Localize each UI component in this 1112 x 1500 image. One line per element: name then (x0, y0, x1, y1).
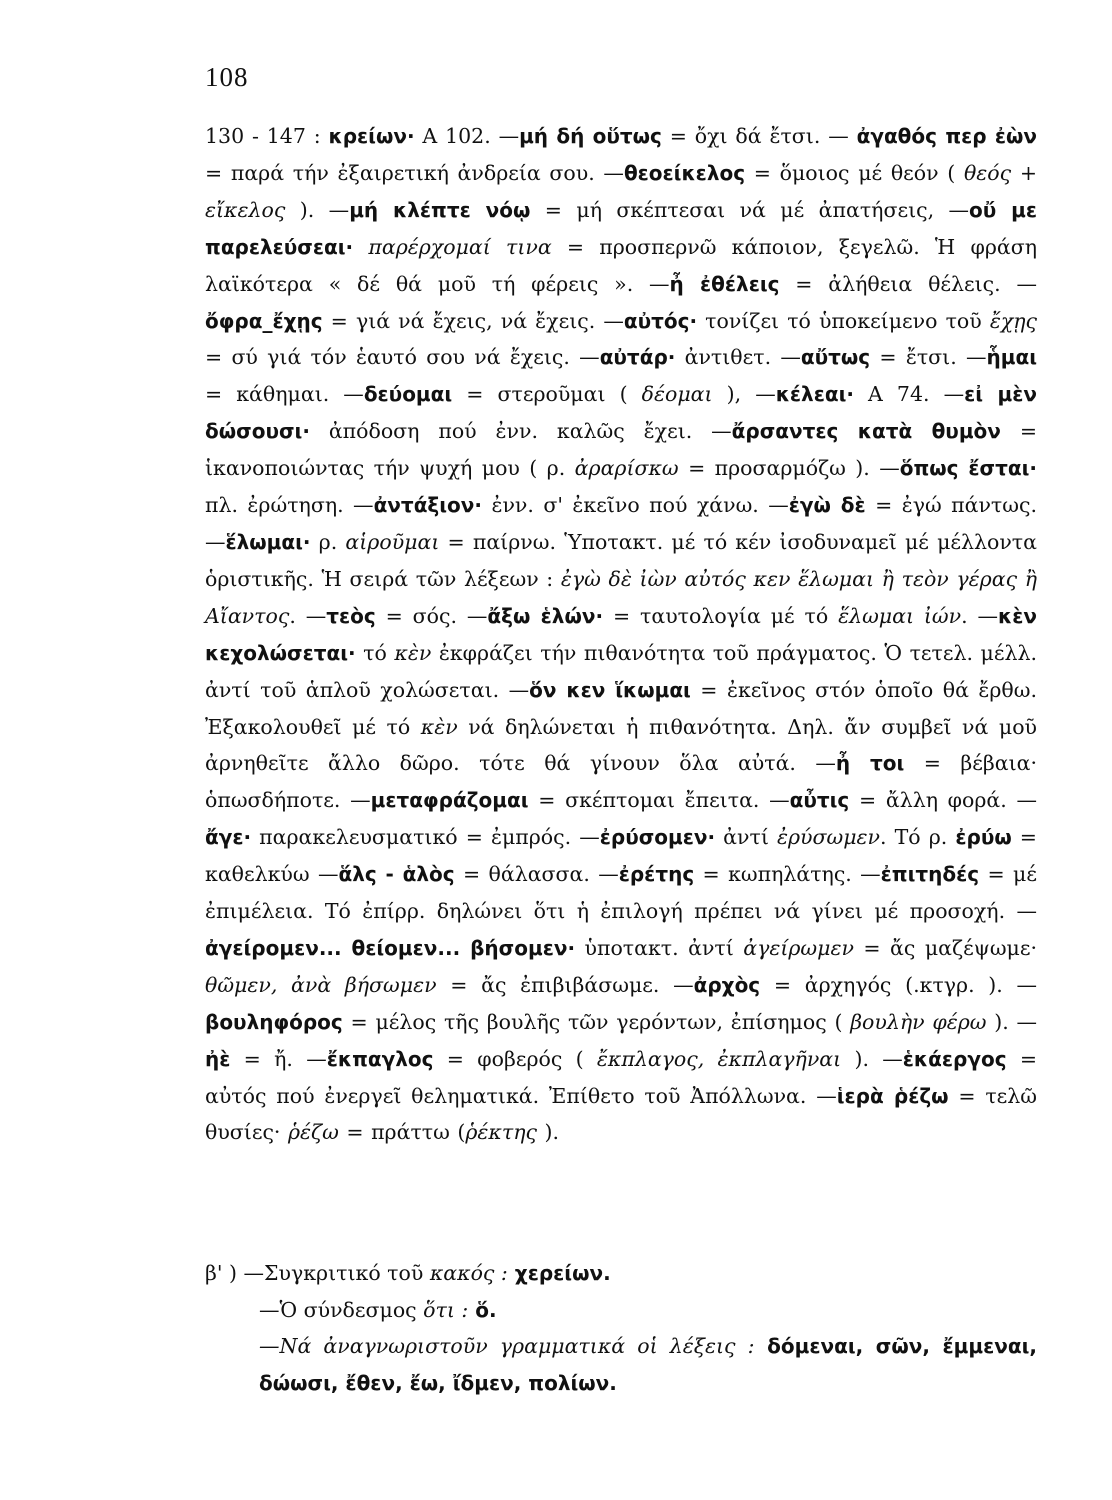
headword: μή δή οὕτως (519, 124, 662, 148)
gloss-text: = σκέπτομαι ἔπειτα. — (528, 788, 790, 813)
gloss-text: = γιά νά ἔχεις, νά ἔχεις. — (322, 308, 624, 333)
headword: δεύομαι (363, 382, 453, 407)
headword: δόμεναι, σῶν, ἔμμεναι, δώωσι, ἔθεν, ἔω, ἴδμεν, πολίων. (259, 1334, 1038, 1395)
gloss-text: 130 - 147 : (205, 124, 329, 148)
gloss-text: = προσπερνῶ κάποιον, ξεγελῶ. Ἡ φράση λαϊκότερα « (205, 234, 1037, 296)
gloss-text: ). (536, 1120, 560, 1145)
headword: ἔκπαγλος (326, 1046, 434, 1071)
italic-term: ὅτι : (423, 1297, 469, 1322)
exercise-notes (205, 1255, 1037, 1401)
headword: τεὸς (326, 603, 376, 628)
gloss-text: A 74. — (853, 382, 965, 407)
gloss-text: = ἱκανοποιώντας τήν ψυχή μου ( ρ. (205, 419, 1037, 481)
gloss-text: = ἀρχηγός (.κτγρ. ). — (760, 972, 1038, 997)
gloss-text: = μέλος τῆς βουλῆς τῶν γερόντων, ἐπίσημος ( (342, 1009, 851, 1034)
headword: αὐτός· (623, 308, 698, 333)
gloss-text: = στεροῦμαι ( (452, 382, 642, 407)
gloss-text: ). — (986, 1009, 1037, 1034)
headword: ἧμαι (986, 345, 1037, 370)
italic-term: κὲν (420, 714, 458, 739)
gloss-text: ). — (285, 197, 350, 222)
gloss-text: . — (289, 603, 327, 628)
gloss-text: = ὅμοιος μέ θεόν ( (745, 160, 964, 185)
headword: οὔ με παρελεύσεαι· (205, 197, 1038, 259)
gloss-text: = βέβαια· ὁπωσδήποτε. — (205, 751, 1037, 813)
headword: αὖτις (789, 788, 850, 813)
italic-term: ἀραρίσκω (574, 456, 679, 481)
headword: κέλεαι· (775, 382, 854, 407)
italic-term: ῥέκτης (465, 1120, 537, 1145)
gloss-text: = ἐγώ πάντως. — (205, 493, 1037, 554)
gloss-text: A 102. — (414, 124, 520, 148)
headword: ὅπως ἔσται· (899, 456, 1037, 481)
gloss-text: = ἄς μαζέψωμε· (853, 935, 1037, 960)
headword: ἄγε· (205, 825, 252, 850)
gloss-text: = παίρνω. Ὑποτακτ. μέ τό κέν ἰσοδυναμεῖ μέ μέλλοντα ὁριστικῆς. Ἡ σειρά τῶν λέξεων : (205, 529, 1037, 591)
gloss-text: —Ὁ σύνδεσμος (259, 1297, 424, 1322)
page-number: 108 (205, 62, 249, 92)
italic-term: δέομαι (641, 382, 713, 407)
headword: ἀγαθός περ ἐὼν (856, 124, 1038, 148)
headword: αὐτάρ· (599, 345, 676, 370)
gloss-text: = μέ ἐπιμέλεια. Τό ἐπίρρ. δηλώνει ὅτι ἡ ἐπιλογή πρέπει νά γίνει μέ προσοχή. — (205, 862, 1037, 924)
note-line (205, 1292, 1037, 1329)
headword: ἑκάεργος (902, 1046, 1007, 1071)
note-line (205, 1328, 1037, 1401)
headword: ἀρχὸς (693, 972, 761, 997)
gloss-text: = ὄχι δά ἔτσι. — (661, 124, 857, 148)
gloss-text: πλ. ἐρώτηση. — (205, 493, 374, 518)
italic-term: θῶμεν, ἀνὰ βήσωμεν (205, 972, 437, 997)
italic-term: ἐγὼ δὲ ἰὼν αὐτός κεν ἕλωμαι ἢ τεὸν γέρας ἢ Αἴαντος (205, 566, 1037, 628)
italic-term: κὲν (394, 640, 432, 665)
italic-term: ἐρύσωμεν (776, 825, 880, 850)
gloss-text: = ταυτολογία μέ τό (603, 603, 839, 628)
gloss-text (353, 235, 368, 259)
headword: ἄξω ἑλών· (487, 603, 604, 628)
gloss-text: ἀντί (715, 825, 777, 850)
gloss-text: ). — (841, 1046, 903, 1071)
headword: ἐρέτης (618, 862, 695, 887)
italic-term: ἕλωμαι ἰών (838, 603, 962, 628)
gloss-text: ὑποτακτ. ἀντί (575, 935, 744, 960)
gloss-text: = σύ γιά τόν ἑαυτό σου νά ἔχεις. — (205, 345, 600, 370)
gloss-text: = πράττω ( (338, 1120, 466, 1145)
gloss-text: ἐνν. σ' ἐκεῖνο πού χάνω. — (482, 493, 789, 518)
italic-term: κακός : (429, 1261, 508, 1285)
headword: ὄφρα_ἔχῃς (205, 308, 323, 333)
note-line (205, 1255, 1037, 1292)
headword: θεοείκελος (623, 160, 746, 185)
gloss-text: β' ) —Συγκριτικό τοῦ (205, 1261, 430, 1285)
headword: χερείων. (507, 1261, 611, 1285)
headword: ἀντάξιον· (373, 493, 482, 518)
headword: ἐρύσομεν· (599, 825, 716, 850)
gloss-text: = τελῶ θυσίες· (205, 1083, 1038, 1145)
headword: κρείων· (328, 124, 415, 148)
gloss-text: δέ θά μοῦ τή φέρεις (357, 271, 599, 296)
headword: μή κλέπτε νόῳ (349, 197, 531, 222)
gloss-text: = κάθημαι. — (205, 382, 364, 407)
headword: ὅ. (468, 1297, 497, 1322)
gloss-text: ἐκφράζει τήν πιθανότητα τοῦ πράγματος. Ὁ τετελ. μέλλ. ἀντί τοῦ ἁπλοῦ χολώσεται. — (205, 640, 1038, 702)
gloss-text: τονίζει τό ὑποκείμενο τοῦ (697, 308, 990, 333)
gloss-text: = ἀλήθεια θέλεις. — (779, 271, 1037, 296)
italic-term: θεός + εἴκελος (205, 160, 1037, 222)
gloss-text: ρ. (310, 529, 346, 554)
headword: βουληφόρος (205, 1009, 343, 1034)
italic-term: παρέρχομαί τινα (368, 234, 552, 259)
gloss-text: = παρά τήν ἐξαιρετική ἀνδρεία σου. — (205, 160, 624, 185)
gloss-text: = μή σκέπτεσαι νά μέ ἀπατήσεις, — (530, 197, 970, 222)
gloss-text: νά δηλώνεται ἡ πιθανότητα. Δηλ. ἄν συμβεῖ νά μοῦ ἀρνηθεῖτε ἄλλο δῶρο. τότε θά γίνουν ὅλα αὐτά. — (205, 714, 1038, 776)
headword: ἐρύω (955, 825, 1012, 850)
italic-term: ἔκπλαγος, ἐκπλαγῆναι (596, 1046, 842, 1071)
headword: ἱερὰ ῥέζω (836, 1083, 949, 1108)
gloss-text: = προσαρμόζω ). — (678, 456, 900, 481)
headword: μεταφράζομαι (370, 788, 529, 813)
gloss-text: = φοβερός ( (433, 1046, 597, 1071)
headword: ἅλς - ἁλὸς (338, 862, 455, 887)
headword: ἐπιτηδές (880, 862, 980, 887)
gloss-text: = ἄς ἐπιβιβάσωμε. — (436, 972, 694, 997)
headword: αὔτως (800, 345, 871, 370)
gloss-text: ἀντιθετ. — (675, 345, 801, 370)
gloss-text: παρακελευσματικό = ἐμπρός. — (251, 825, 600, 850)
headword: ἐγὼ δὲ (788, 493, 866, 518)
italic-term: ἔχῃς (989, 308, 1037, 333)
gloss-text: . Τό ρ. (879, 825, 956, 850)
italic-term: —Νά ἀναγνωριστοῦν γραμματικά οἱ λέξεις : (259, 1334, 755, 1358)
headword: ἦ ἐθέλεις (669, 271, 780, 296)
gloss-text: = ἔτσι. — (870, 345, 987, 370)
italic-term: βουλὴν φέρω (850, 1009, 987, 1034)
gloss-text: = ἄλλη φορά. — (849, 788, 1037, 813)
headword: κὲν κεχολώσεται· (205, 603, 1037, 665)
gloss-text: = κωπηλάτης. — (694, 862, 881, 887)
gloss-text: = ἐκεῖνος στόν ὁποῖο θά ἔρθω. Ἐξακολουθεῖ μέ τό (205, 677, 1037, 739)
headword: ἠὲ (205, 1046, 231, 1071)
headword: ἕλωμαι· (225, 529, 311, 554)
gloss-text: ), — (712, 382, 776, 407)
gloss-text: = θάλασσα. — (454, 862, 619, 887)
gloss-text: = αὐτός πού ἐνεργεῖ θεληματικά. Ἐπίθετο τοῦ Ἀπόλλωνα. — (205, 1046, 1038, 1108)
italic-term: ῥέζω (287, 1120, 339, 1145)
gloss-text: = σός. — (375, 603, 488, 628)
gloss-text: = ἤ. — (230, 1046, 327, 1071)
gloss-text: τό (355, 640, 395, 665)
gloss-text: ἀπόδοση πού ἐνν. καλῶς ἔχει. — (309, 419, 732, 444)
headword: ἀγείρομεν... θείομεν... βήσομεν· (205, 935, 576, 960)
commentary-paragraph (205, 118, 1037, 1151)
headword: ὅν κεν ἵκωμαι (529, 677, 691, 702)
gloss-text: . — (961, 603, 999, 628)
italic-term: αἱροῦμαι (345, 529, 440, 554)
gloss-text: = καθελκύω — (205, 825, 1037, 887)
headword: ἦ τοι (835, 751, 905, 776)
gloss-text: ». — (598, 271, 670, 296)
italic-term: ἀγείρωμεν (743, 935, 854, 960)
headword: εἰ μὲν δώσουσι· (205, 382, 1037, 444)
headword: ἄρσαντες κατὰ θυμὸν (731, 419, 1001, 444)
